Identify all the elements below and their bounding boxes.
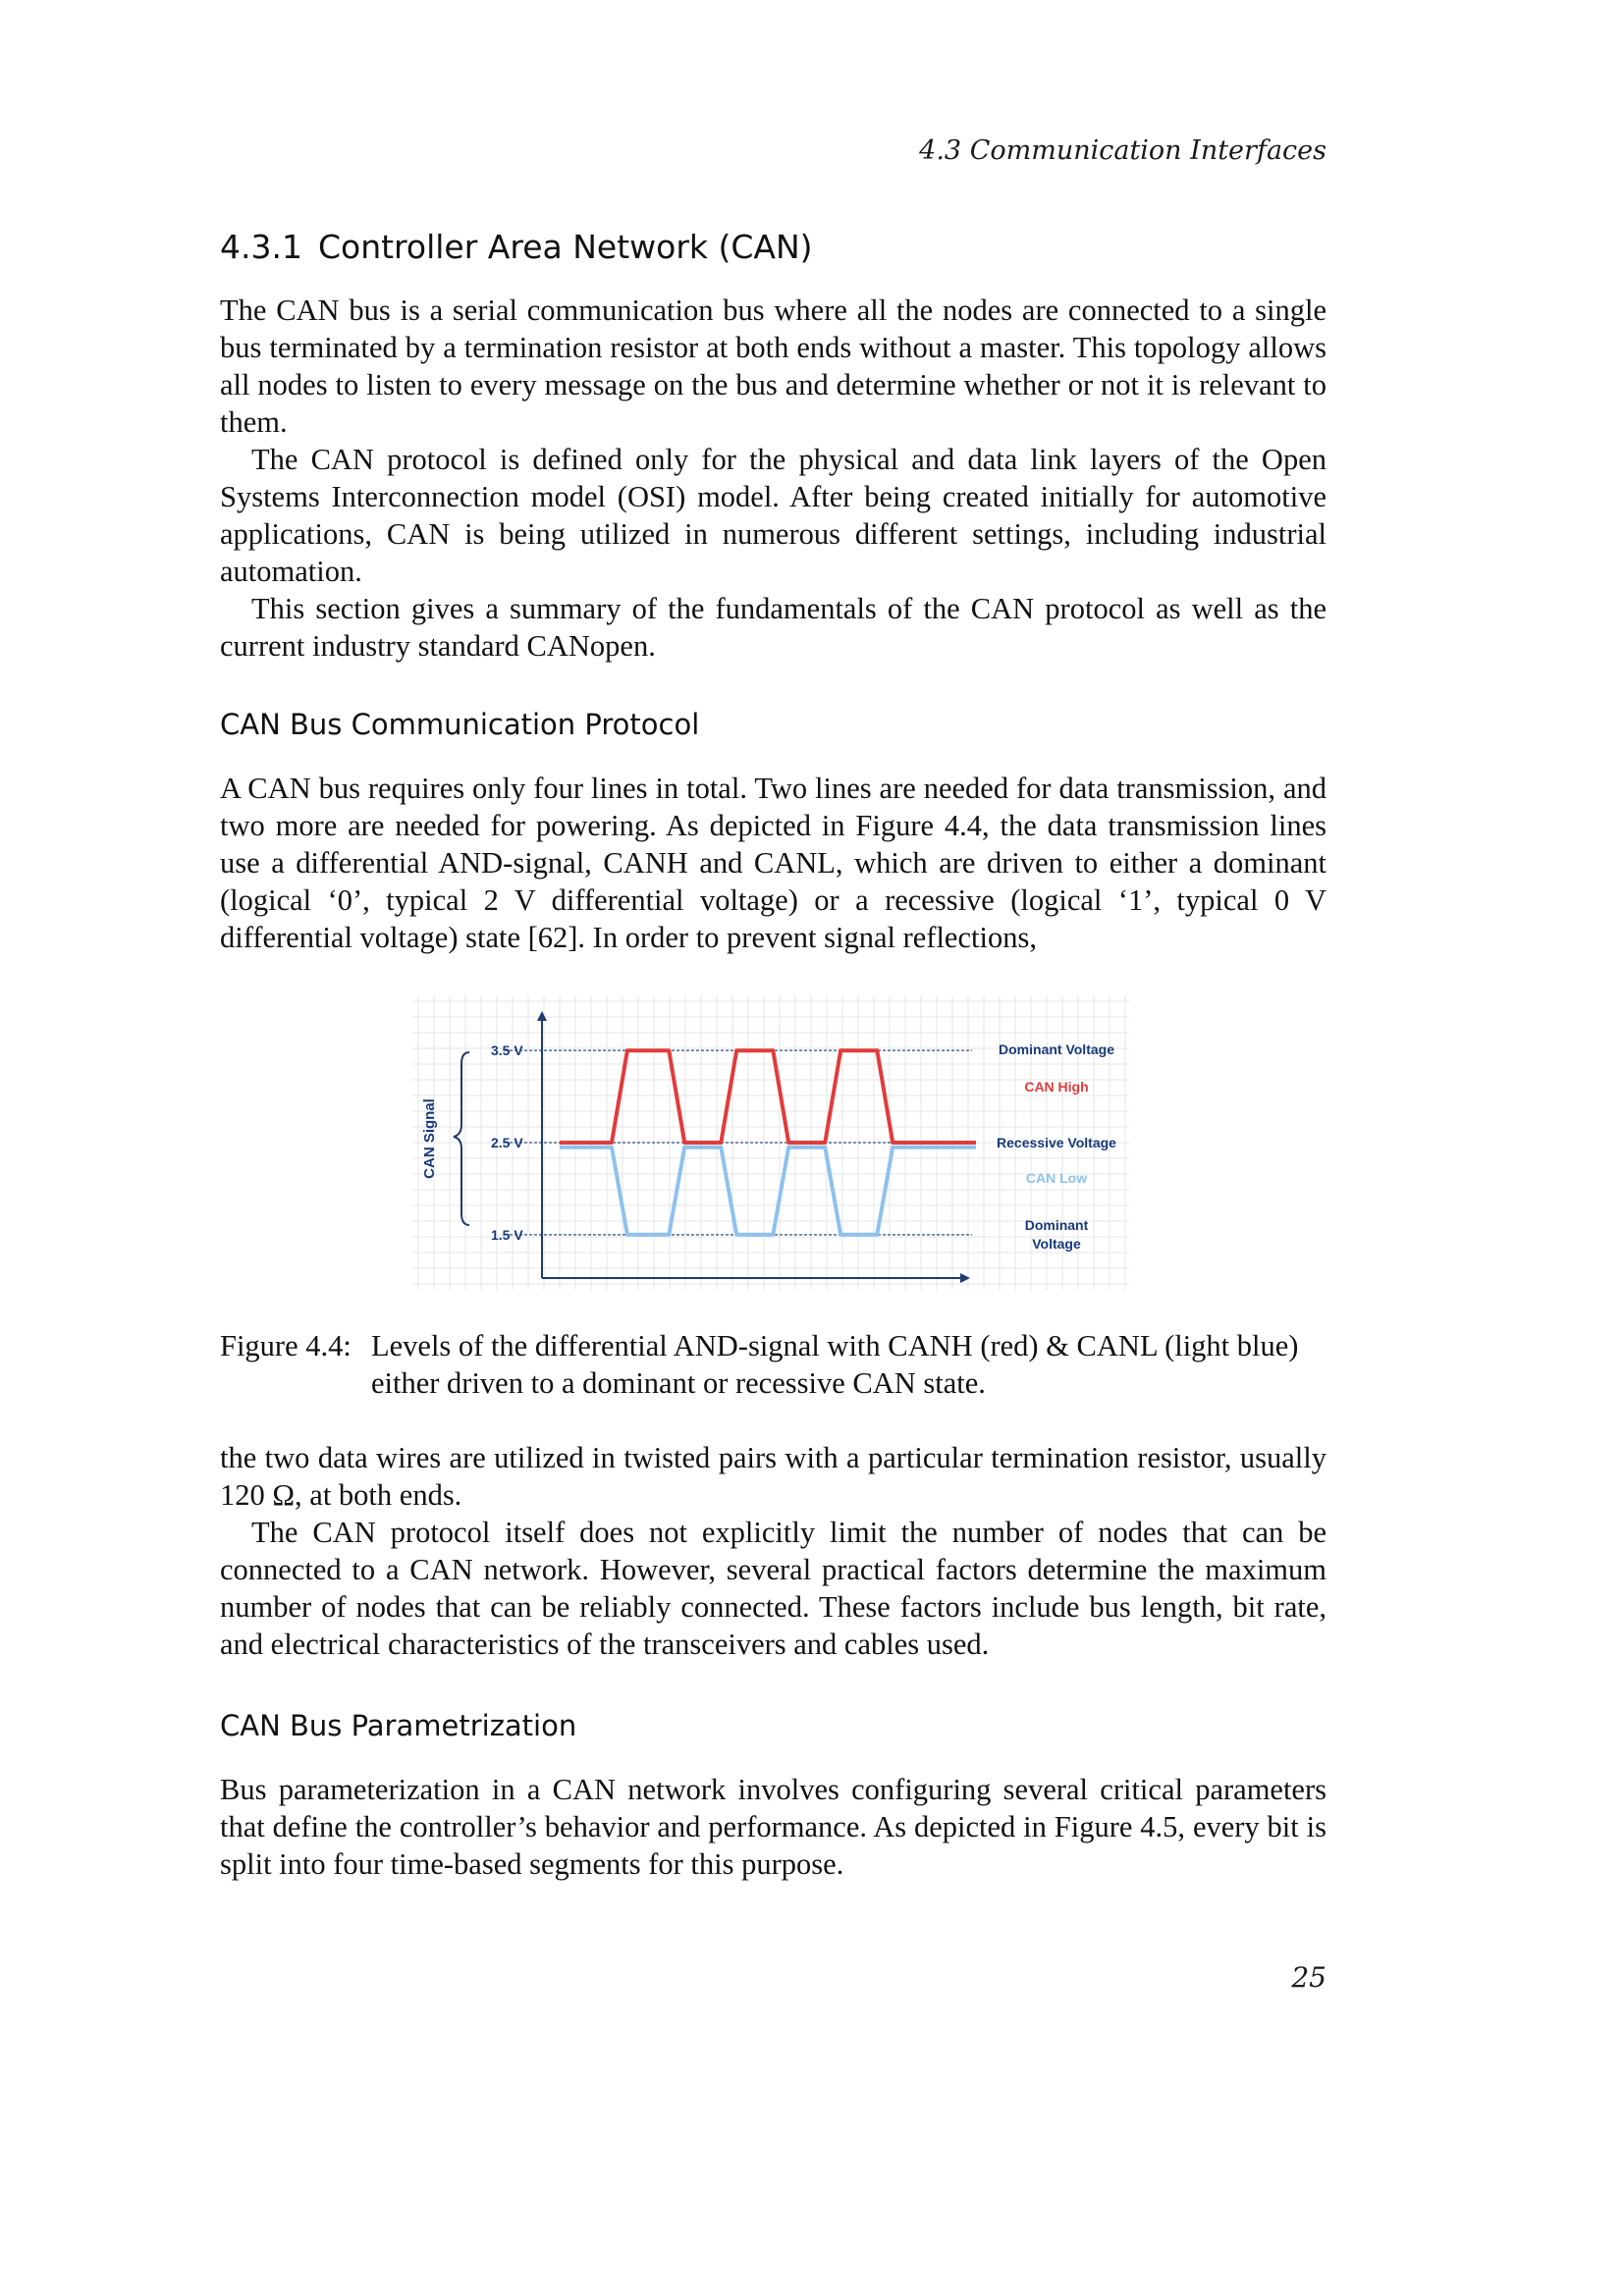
section-title [220,228,813,266]
protocol-paragraph-3: The CAN protocol itself does not explicitly limit the number of nodes that can be connected to a CAN network. However, several practical factors determine the maximum number of nodes that can be reliably connected. These factors include bus length, bit rate, and electrical characteristics of the transceivers and cables used. [220,1516,1326,1661]
y-axis-arrow [537,1011,547,1021]
figure-caption-label: Figure 4.4: [220,1329,352,1362]
section-title-text: Controller Area Network (CAN) [317,228,813,266]
subsection-title-communication-protocol: CAN Bus Communication Protocol [220,708,700,741]
intro-paragraph-3: This section gives a summary of the fundamentals of the CAN protocol as well as the current industry standard CANopen. [220,592,1326,663]
running-head: 4.3 Communication Interfaces [919,135,1326,166]
can-signal-chart [412,995,1129,1290]
protocol-paragraph-1: A CAN bus requires only four lines in total. Two lines are needed for data transmission, and two more are needed for powering. As depicted in Figure 4.4, the data transmission lines use a differential AND-signal, CANH and CANL, which are driven to either a dominant (logical ‘0’, typical 2 V differential voltage) or a recessive (logical ‘1’, typical 0 V differential voltage) state [62]. In order to prevent signal reflections, [220,772,1326,954]
intro-paragraph-2: The CAN protocol is defined only for the physical and data link layers of the Open Systems Interconnection model (OSI) model. After being created initially for automotive applications, CAN is being utilized in numerous different settings, including industrial automation. [220,443,1326,588]
annotation-dominant-voltage-top: Dominant Voltage [999,1041,1114,1058]
y-axis-brace [454,1052,469,1225]
figure-caption [220,1327,1326,1402]
annotation-recessive-voltage: Recessive Voltage [997,1135,1116,1150]
annotation-dominant-voltage-bottom-line2: Voltage [1032,1235,1081,1252]
figure-can-levels [412,995,1353,1290]
y-tick-label: 2.5 V [491,1135,523,1150]
y-tick-label: 1.5 V [491,1226,523,1243]
annotation-can-high: CAN High [1024,1079,1089,1095]
intro-paragraph-1: The CAN bus is a serial communication bus where all the nodes are connected to a single bus terminated by a termination resistor at both ends without a master. This topology allows all nodes to listen to every message on the bus and determine whether or not it is relevant to them. [220,294,1326,439]
figure-caption-text: Levels of the differential AND-signal with CANH (red) & CANL (light blue) either driven to a dominant or recessive CAN state. [371,1329,1299,1400]
chart-labels [421,1041,1116,1252]
section-number: 4.3.1 [220,228,302,266]
annotation-can-low: CAN Low [1025,1170,1088,1186]
protocol-paragraph-2: the two data wires are utilized in twisted pairs with a particular termination resistor, usually 120 Ω, at both ends. [220,1441,1326,1512]
y-axis-label: CAN Signal [421,1098,438,1179]
parametrization-paragraph: Bus parameterization in a CAN network involves configuring several critical parameters that define the controller’s behavior and performance. As depicted in Figure 4.5, every bit is split into four time-based segments for this purpose. [220,1773,1326,1881]
annotation-dominant-voltage-bottom: Dominant [1024,1216,1089,1233]
subsection-title-parametrization: CAN Bus Parametrization [220,1709,577,1742]
page-number: 25 [1291,1961,1326,1994]
y-tick-label: 3.5 V [491,1042,523,1059]
